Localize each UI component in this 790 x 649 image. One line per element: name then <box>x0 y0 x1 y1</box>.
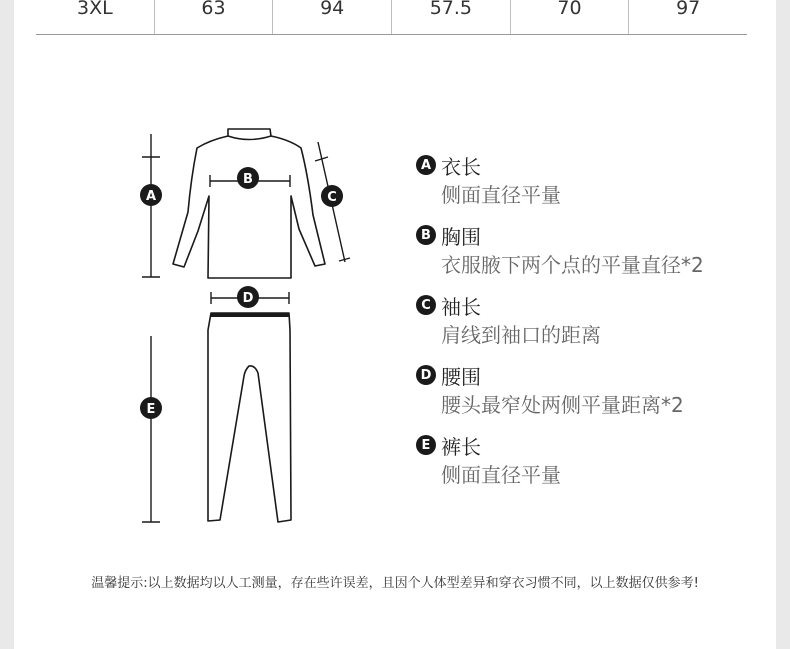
badge-icon: C <box>416 295 436 315</box>
legend-desc: 侧面直径平量 <box>441 183 561 207</box>
label-e: E <box>146 402 156 417</box>
table-cell: 57.5 <box>392 0 511 34</box>
badge-icon: D <box>416 365 436 385</box>
garment-measurement-diagram <box>0 0 400 560</box>
badge-icon: E <box>416 435 436 455</box>
disclaimer-note: 温馨提示:以上数据均以人工测量，存在些许误差，且因个人体型差异和穿衣习惯不同，以上数据仅供参考! <box>91 576 699 591</box>
legend-item-a <box>416 150 756 220</box>
label-a: A <box>145 189 157 204</box>
label-d: D <box>242 291 254 306</box>
shirt-outline <box>173 129 325 278</box>
label-b: B <box>243 172 253 187</box>
badge-icon: B <box>416 225 436 245</box>
legend-title: 裤长 <box>441 434 481 459</box>
label-c: C <box>327 190 337 205</box>
legend-desc: 肩线到袖口的距离 <box>441 323 601 347</box>
legend-title: 衣长 <box>441 154 481 179</box>
table-cell: 63 <box>155 0 274 34</box>
table-cell: 70 <box>511 0 630 34</box>
legend-title: 腰围 <box>441 364 481 389</box>
legend-desc: 腰头最窄处两侧平量距离*2 <box>441 393 684 417</box>
legend-item-e <box>416 430 756 500</box>
legend-item-c <box>416 290 756 360</box>
badge-icon: A <box>416 155 436 175</box>
legend-item-b <box>416 220 756 290</box>
legend-item-d <box>416 360 756 430</box>
pants-outline <box>208 313 291 522</box>
legend-title: 胸围 <box>441 224 481 249</box>
table-cell: 97 <box>676 0 701 19</box>
legend-title: 袖长 <box>441 294 481 319</box>
legend-desc: 衣服腋下两个点的平量直径*2 <box>441 253 704 277</box>
measurement-legend <box>416 150 756 500</box>
legend-desc: 侧面直径平量 <box>441 463 561 487</box>
table-cell: 94 <box>273 0 392 34</box>
table-cell-size: 3XL <box>36 0 155 34</box>
